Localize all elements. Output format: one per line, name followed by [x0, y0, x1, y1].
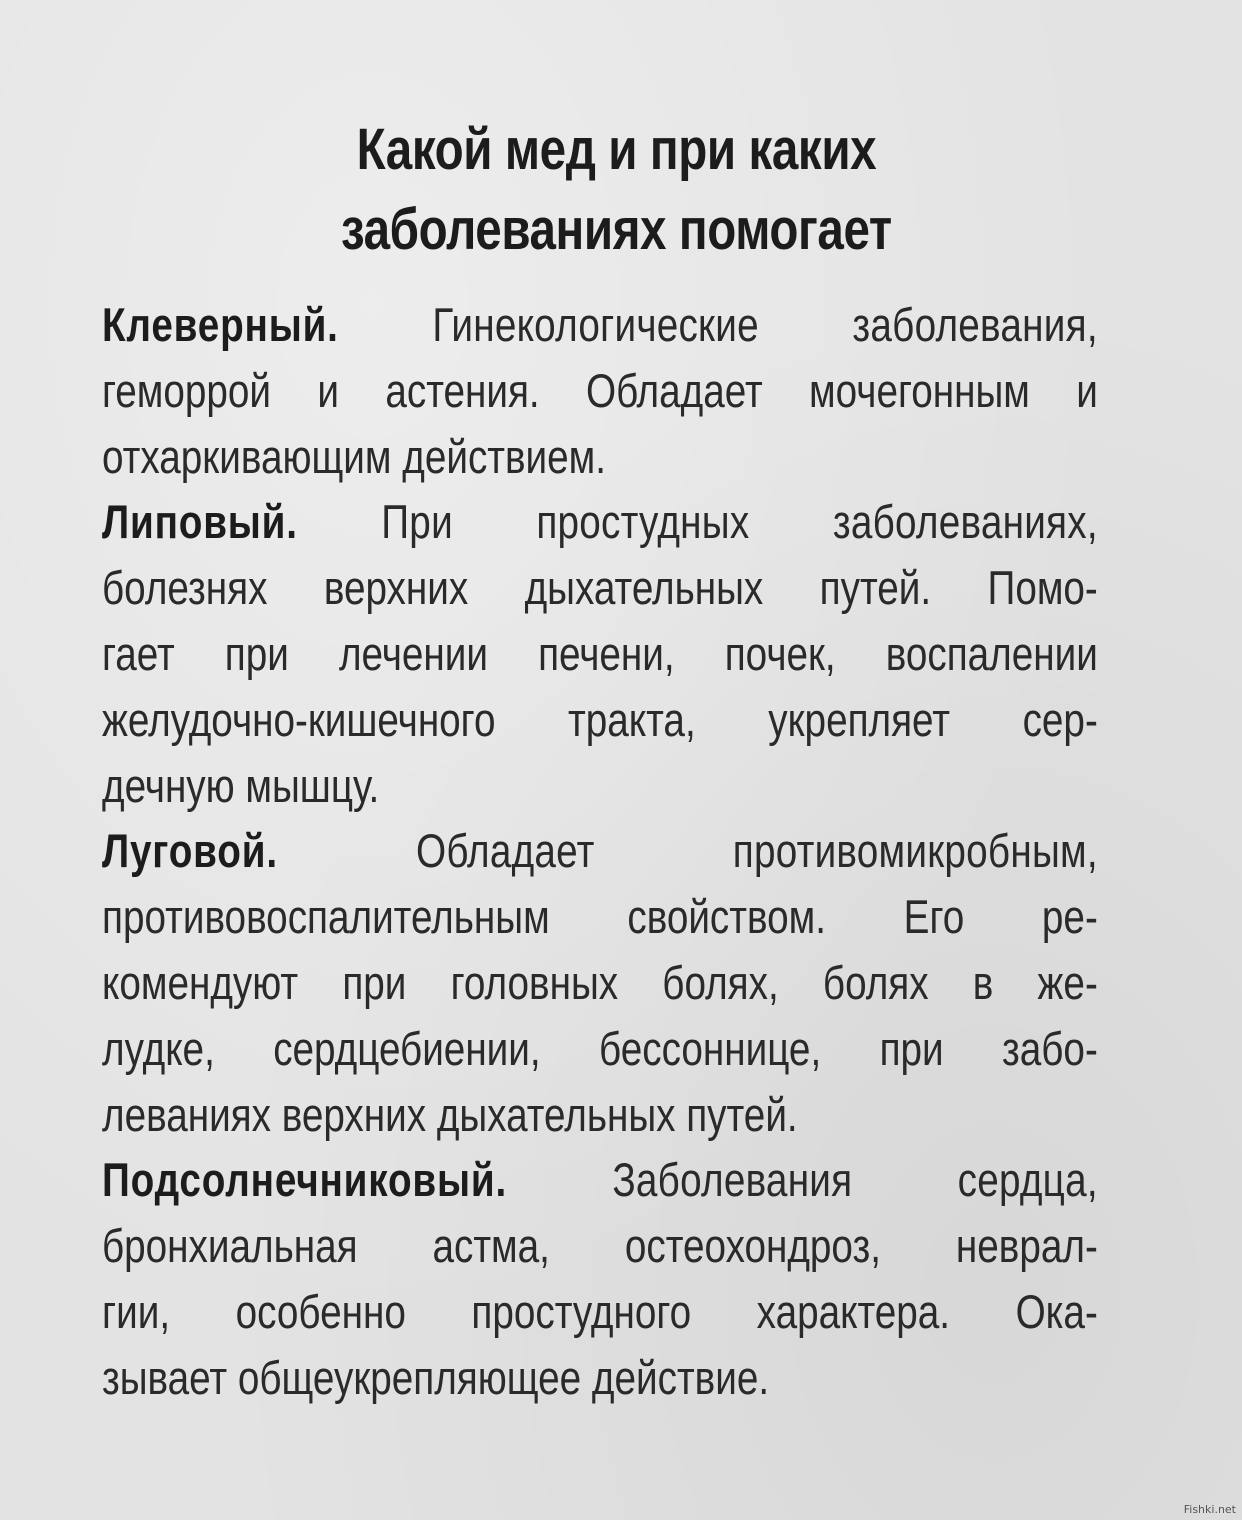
- entry-meadow-honey: [102, 818, 1098, 1147]
- entry-term: Луговой.: [102, 824, 278, 878]
- entry-clover-honey: [102, 292, 1098, 489]
- entry-line: гает при лечении печени, почек, воспалении: [102, 626, 1098, 680]
- entry-linden-honey: [102, 489, 1098, 818]
- entry-line: отхаркивающим действием.: [102, 429, 607, 483]
- entry-line: болезнях верхних дыхательных путей. Помо-: [102, 561, 1098, 615]
- entry-line: желудочно-кишечного тракта, укрепляет сер-: [102, 692, 1098, 746]
- entry-term: Подсолнечниковый.: [102, 1153, 508, 1207]
- title-line-1: Какой мед и при каких: [356, 117, 877, 182]
- entry-sunflower-honey: [102, 1147, 1098, 1410]
- entry-term: Клеверный.: [102, 298, 339, 351]
- entry-line: [102, 292, 1098, 358]
- entry-line: [102, 1147, 1098, 1213]
- entry-line: зывает общеукрепляющее действие.: [102, 1350, 770, 1404]
- article-body: [102, 292, 1098, 1411]
- entry-line: [102, 489, 1098, 555]
- entry-line: [102, 818, 1098, 884]
- entry-line: противовоспалительным свойством. Его ре-: [102, 890, 1098, 944]
- entry-line: гии, особенно простудного характера. Ока-: [102, 1284, 1098, 1338]
- title-line-2: заболеваниях помогает: [341, 197, 892, 262]
- article: [102, 110, 1098, 1411]
- entry-line: лудке, сердцебиении, бессоннице, при забо-: [102, 1021, 1098, 1075]
- entry-line: леваниях верхних дыхательных путей.: [102, 1087, 798, 1141]
- entry-line: дечную мышцу.: [102, 758, 380, 812]
- entry-text: При простудных заболеваниях,: [297, 495, 1098, 549]
- entry-text: Гинекологические заболевания,: [338, 298, 1098, 351]
- site-watermark: Fishki.net: [1183, 1503, 1236, 1516]
- entry-term: Липовый.: [102, 495, 298, 549]
- entry-text: Заболевания сердца,: [507, 1153, 1098, 1207]
- entry-line: геморрой и астения. Обладает мочегонным и: [102, 363, 1098, 417]
- article-title: [192, 110, 1009, 270]
- entry-text: Обладает противомикробным,: [277, 824, 1098, 878]
- entry-line: бронхиальная астма, остеохондроз, неврал-: [102, 1219, 1098, 1273]
- entry-line: комендуют при головных болях, болях в же-: [102, 955, 1098, 1009]
